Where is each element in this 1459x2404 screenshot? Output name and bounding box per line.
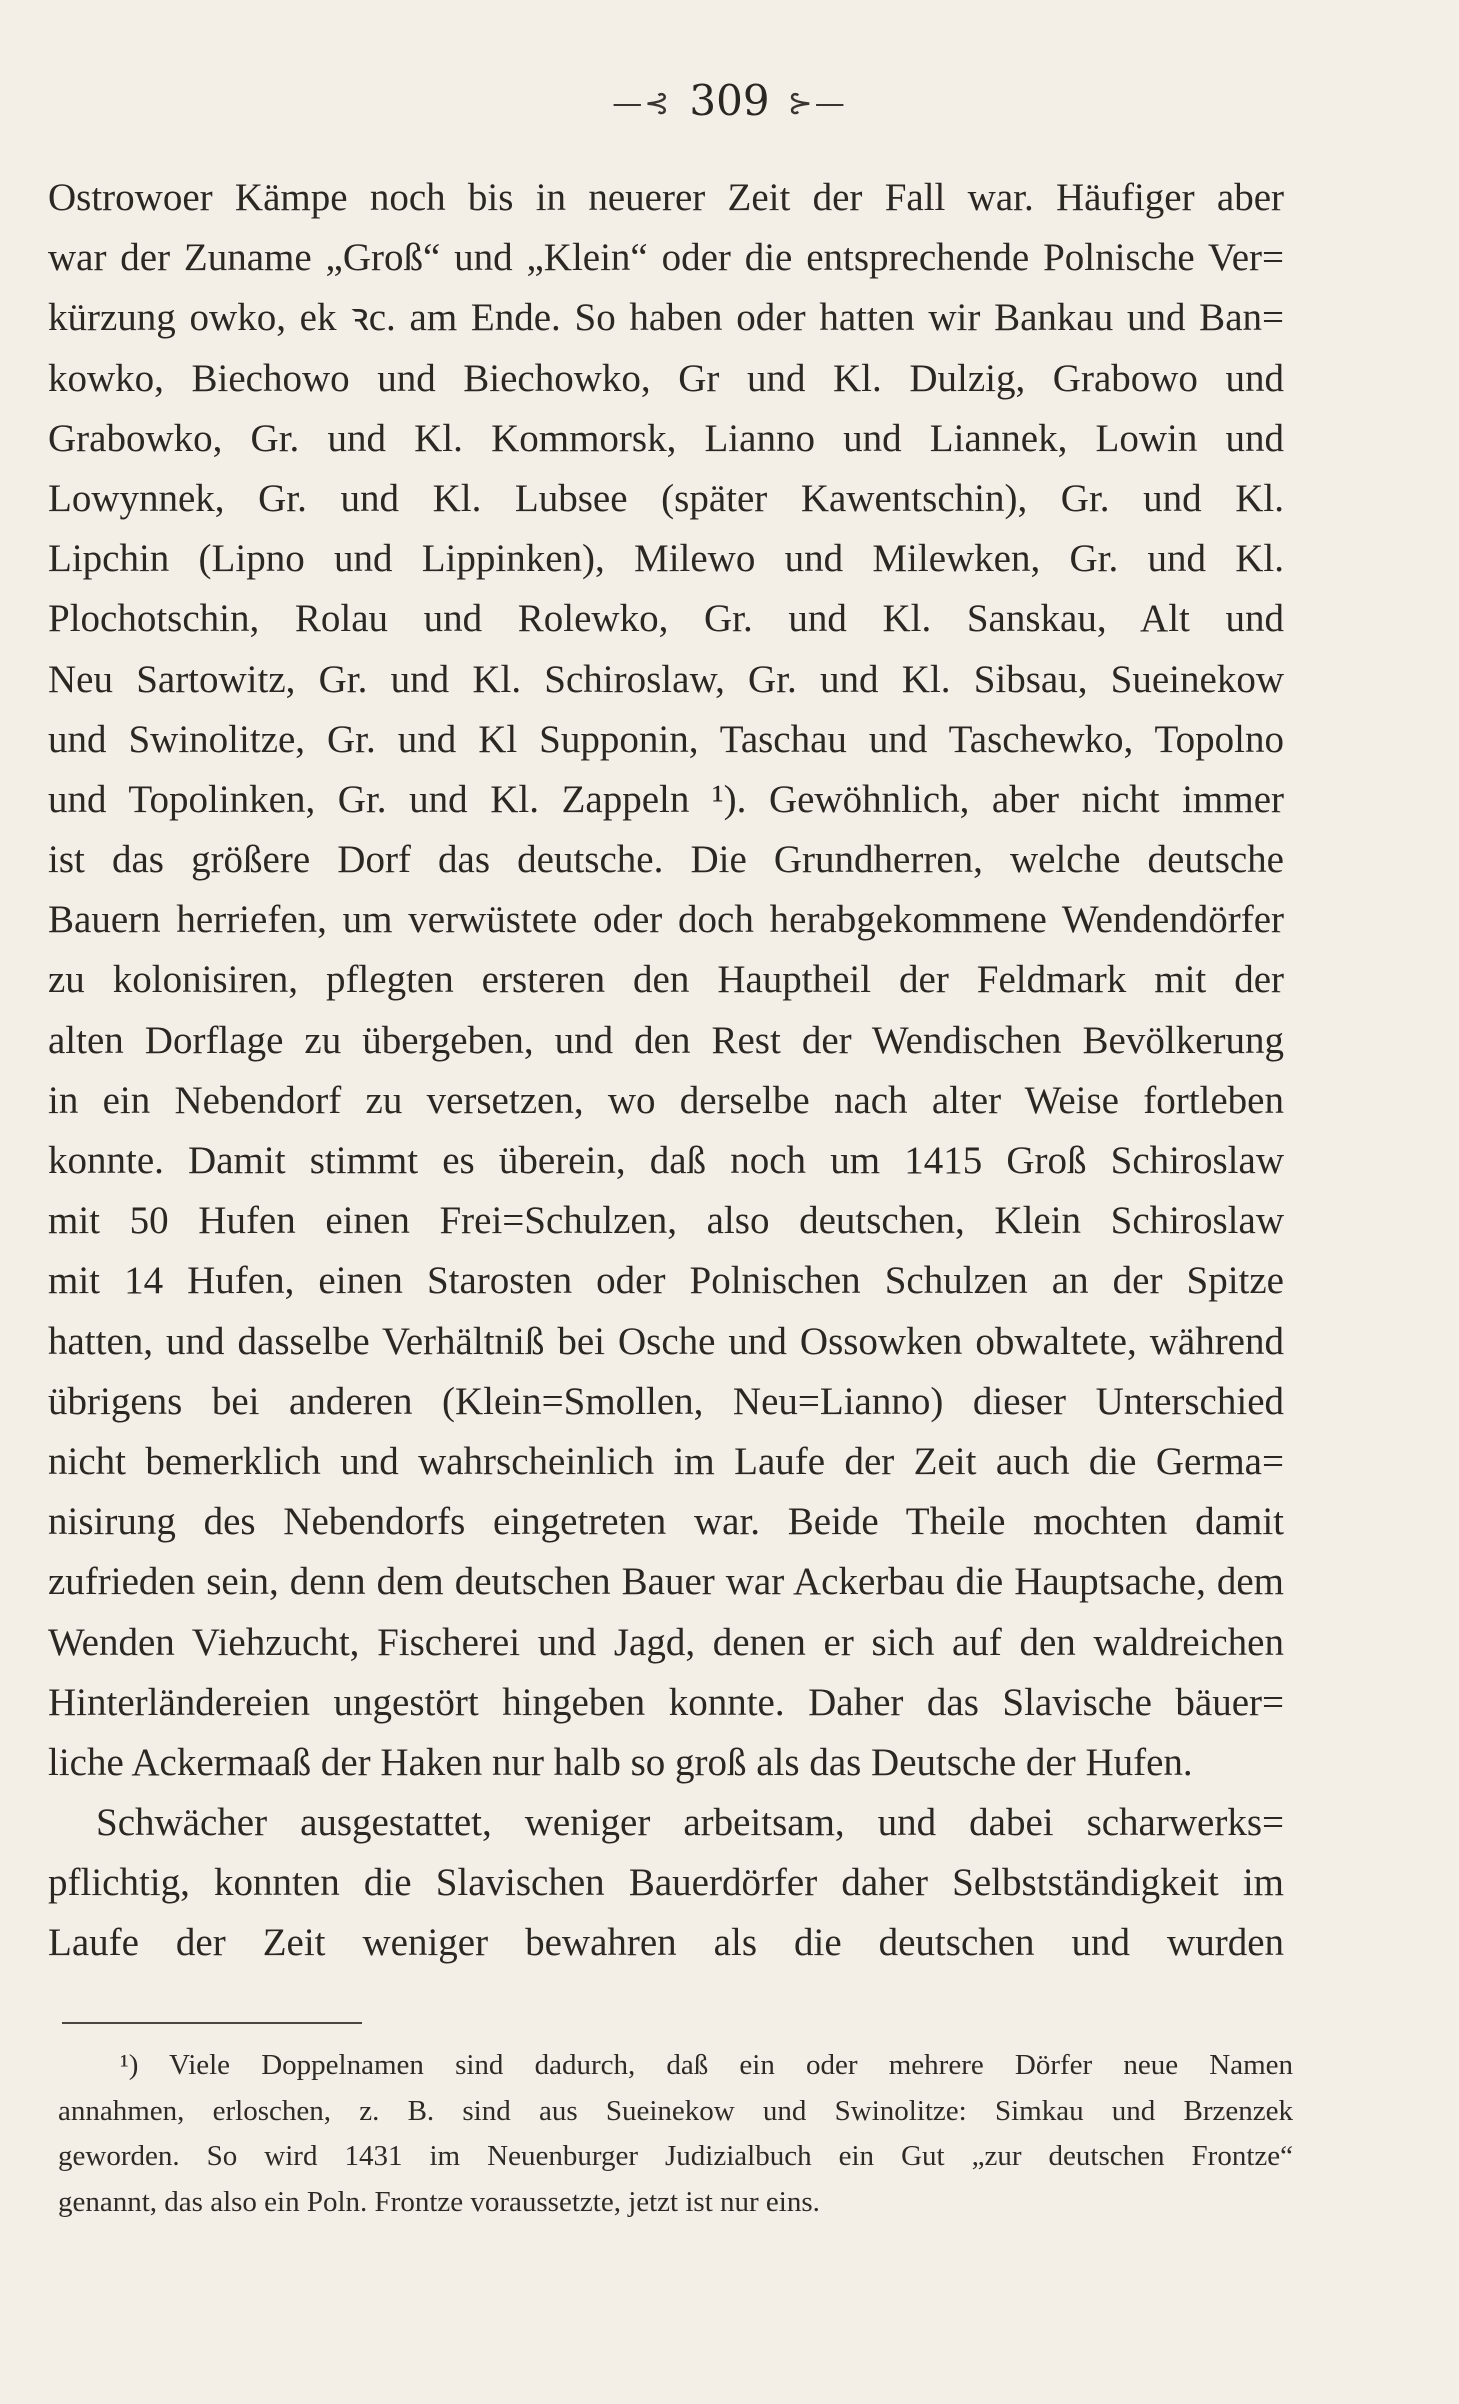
body-line: liche Ackermaaß der Haken nur halb so groß als das Deutsche der Hufen.: [48, 1740, 1193, 1784]
body-line: mit 14 Hufen, einen Starosten oder Polnischen Schulzen an der Spitze: [48, 1259, 1284, 1303]
body-line: nisirung des Nebendorfs eingetreten war. Beide Theile mochten damit: [48, 1500, 1284, 1544]
footnote-line: annahmen, erloschen, z. B. sind aus Sueinekow und Swinolitze: Simkau und Brzenzek: [58, 2094, 1293, 2127]
body-line: Plochotschin, Rolau und Rolewko, Gr. und Kl. Sanskau, Alt und: [48, 597, 1284, 641]
page-number: 309: [689, 76, 770, 125]
body-line: nicht bemerklich und wahrscheinlich im Laufe der Zeit auch die Germa=: [48, 1439, 1284, 1483]
body-line: Wenden Viehzucht, Fischerei und Jagd, denen er sich auf den waldreichen: [48, 1620, 1284, 1664]
body-line: Hinterländereien ungestört hingeben konnte. Daher das Slavische bäuer=: [48, 1680, 1284, 1724]
body-line: hatten, und dasselbe Verhältniß bei Osche und Ossowken obwaltete, während: [48, 1319, 1284, 1363]
body-line: Ostrowoer Kämpe noch bis in neuerer Zeit der Fall war. Häufiger aber: [48, 176, 1284, 219]
body-line: Schwächer ausgestattet, weniger arbeitsam, und dabei scharwerks=: [96, 1801, 1284, 1845]
body-line: war der Zuname „Groß“ und „Klein“ oder die entsprechende Polnische Ver=: [48, 236, 1284, 280]
body-line: ist das größere Dorf das deutsche. Die Grundherren, welche deutsche: [48, 838, 1284, 882]
body-line: konnte. Damit stimmt es überein, daß noch um 1415 Groß Schiroslaw: [48, 1139, 1284, 1182]
body-line: und Topolinken, Gr. und Kl. Zappeln ¹). Gewöhnlich, aber nicht immer: [48, 777, 1284, 821]
footnote-divider: [62, 2022, 362, 2024]
body-line: Grabowko, Gr. und Kl. Kommorsk, Lianno und Liannek, Lowin und: [48, 416, 1284, 460]
body-line: übrigens bei anderen (Klein=Smollen, Neu=Lianno) dieser Unterschied: [48, 1379, 1284, 1423]
body-line: Neu Sartowitz, Gr. und Kl. Schiroslaw, Gr. und Kl. Sibsau, Sueinekow: [48, 657, 1284, 701]
body-line: kowko, Biechowo und Biechowko, Gr und Kl. Dulzig, Grabowo und: [48, 356, 1284, 400]
body-line: mit 50 Hufen einen Frei=Schulzen, also deutschen, Klein Schiroslaw: [48, 1199, 1284, 1243]
body-line: Lowynnek, Gr. und Kl. Lubsee (später Kawentschin), Gr. und Kl.: [48, 476, 1284, 520]
page-header: [0, 76, 1459, 129]
body-line: kürzung owko, ek ꝛc. am Ende. So haben oder hatten wir Bankau und Ban=: [48, 296, 1284, 340]
body-line: Lipchin (Lipno und Lippinken), Milewo und Milewken, Gr. und Kl.: [48, 537, 1284, 581]
footnote: [58, 2043, 1293, 2225]
footnote-line: geworden. So wird 1431 im Neuenburger Judizialbuch ein Gut „zur deutschen Frontze“: [58, 2140, 1293, 2172]
body-line: pflichtig, konnten die Slavischen Bauerdörfer daher Selbstständigkeit im: [48, 1861, 1284, 1905]
body-line: alten Dorflage zu übergeben, und den Rest der Wendischen Bevölkerung: [48, 1018, 1284, 1062]
body-line: Bauern herriefen, um verwüstete oder doch herabgekommene Wendendörfer: [48, 898, 1284, 942]
header-left-ornament: —⊰: [612, 86, 672, 121]
body-line: zu kolonisiren, pflegten ersteren den Hauptheil der Feldmark mit der: [48, 958, 1284, 1002]
body-line: zufrieden sein, denn dem deutschen Bauer war Ackerbau die Hauptsache, dem: [48, 1560, 1284, 1604]
body-line: und Swinolitze, Gr. und Kl Supponin, Taschau und Taschewko, Topolno: [48, 717, 1284, 761]
footnote-line: ¹) Viele Doppelnamen sind dadurch, daß ein oder mehrere Dörfer neue Namen: [120, 2049, 1293, 2081]
body-line: Laufe der Zeit weniger bewahren als die deutschen und wurden: [48, 1921, 1284, 1965]
body-text: [48, 168, 1284, 1974]
body-line: in ein Nebendorf zu versetzen, wo derselbe nach alter Weise fortleben: [48, 1078, 1284, 1122]
footnote-line: genannt, das also ein Poln. Frontze voraussetzte, jetzt ist nur eins.: [58, 2185, 820, 2218]
header-right-ornament: ⊱—: [787, 86, 847, 121]
